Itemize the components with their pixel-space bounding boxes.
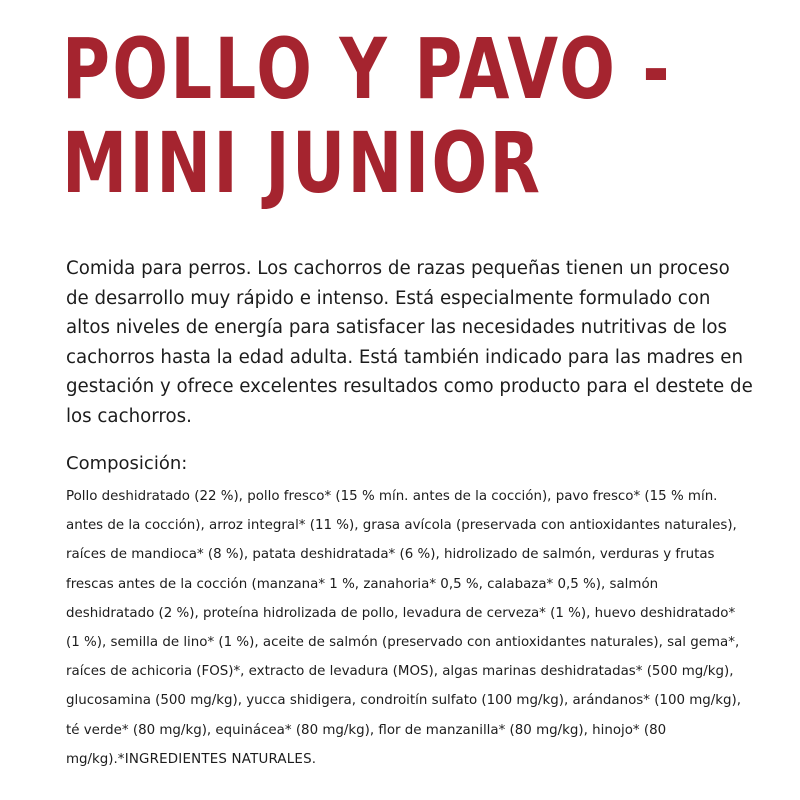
product-title-line-1: POLLO Y PAVO - xyxy=(62,20,672,118)
product-description: Comida para perros. Los cachorros de razas pequeñas tienen un proceso de desarrollo muy rápido e intenso. Está especialmente formulado con altos niveles de energía para satisfacer las necesidades nutritivas de los cachorros hasta la edad adulta. Está también indicado para las madres en gestación y ofrece excelentes resultados como producto para el destete de los cachorros. xyxy=(66,258,753,427)
product-title-line-2: MINI JUNIOR xyxy=(62,114,543,212)
composition-list xyxy=(66,482,748,774)
composition-ingredients: Pollo deshidratado (22 %), pollo fresco* (15 % mín. antes de la cocción), pavo fresco* (15 % mín. antes de la cocción), arroz integral* (11 %), grasa avícola (preservada con antioxidantes naturales), raíces de mandioca* (8 %), patata deshidratada* (6 %), hidrolizado de salmón, verduras y frutas frescas antes de la cocción (manzana* 1 %, zanahoria* 0,5 %, calabaza* 0,5 %), salmón deshidratado (2 %), proteína hidrolizada de pollo, levadura de cerveza* (1 %), huevo deshidratado* (1 %), semilla de lino* (1 %), aceite de salmón (preservado con antioxidantes naturales), sal gema*, raíces de achicoria (FOS)*, extracto de levadura (MOS), algas marinas deshidratadas* (500 mg/kg), glucosamina (500 mg/kg), yucca shidigera, condroitín sulfato (100 mg/kg), arándanos* (100 mg/kg), té verde* (80 mg/kg), equinácea* (80 mg/kg), flor de manzanilla* (80 mg/kg), hinojo* (80 mg/kg). xyxy=(66,489,742,767)
natural-ingredients-note: *INGREDIENTES NATURALES. xyxy=(117,751,317,767)
product-title xyxy=(62,20,672,212)
composition-heading: Composición: xyxy=(66,453,188,474)
